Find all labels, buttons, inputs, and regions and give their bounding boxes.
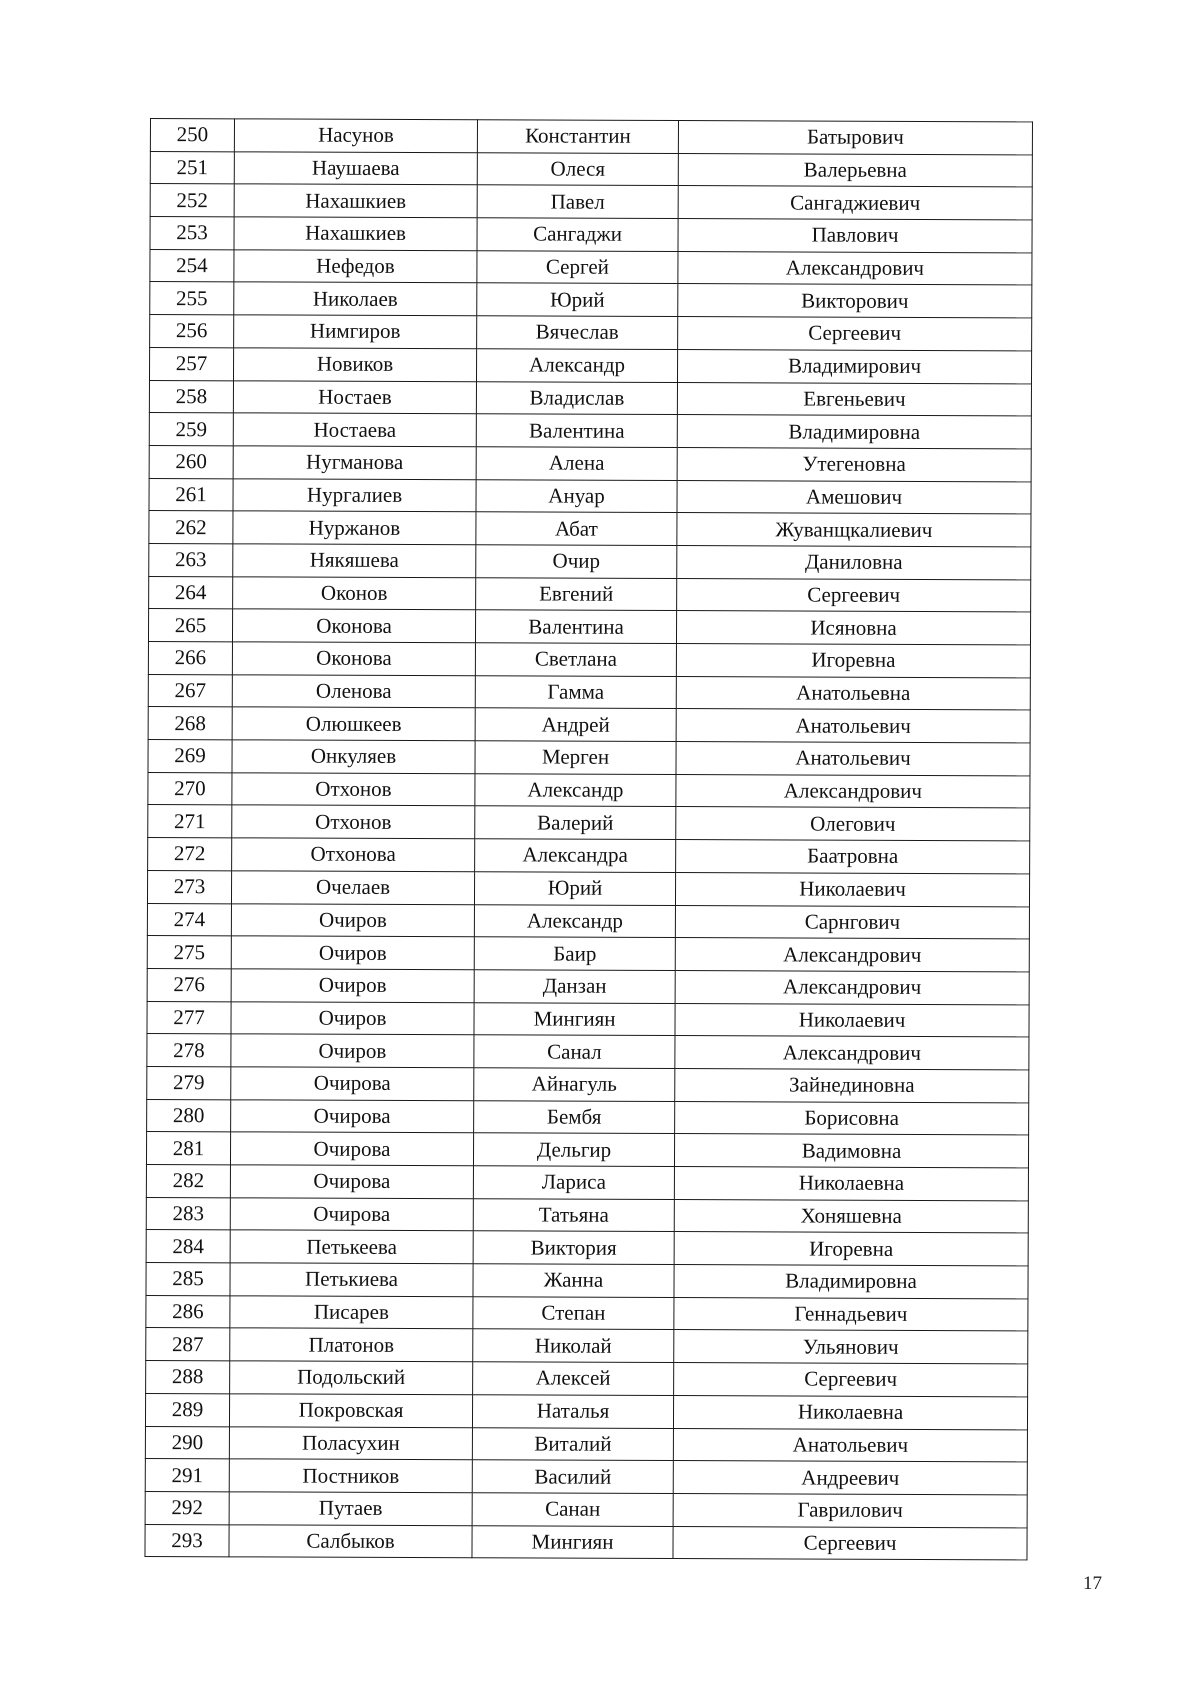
- first-name-cell: Ануар: [476, 479, 677, 512]
- last-name-cell: Насунов: [234, 119, 477, 153]
- row-number-cell: 286: [146, 1295, 230, 1328]
- first-name-cell: Жанна: [473, 1264, 674, 1297]
- first-name-cell: Александра: [475, 839, 676, 872]
- patronymic-cell: Амешович: [677, 480, 1031, 514]
- table-row: [147, 870, 1029, 906]
- table-row: [145, 1426, 1027, 1462]
- table-row: [149, 347, 1031, 383]
- row-number-cell: 257: [149, 347, 233, 380]
- table-row: [149, 511, 1031, 547]
- row-number-cell: 267: [148, 674, 232, 707]
- first-name-cell: Светлана: [475, 643, 676, 676]
- table-row: [146, 1328, 1028, 1364]
- first-name-cell: Юрий: [474, 872, 675, 905]
- first-name-cell: Лариса: [473, 1166, 674, 1199]
- last-name-cell: Нугманова: [233, 446, 476, 480]
- table-row: [150, 315, 1032, 351]
- row-number-cell: 253: [150, 217, 234, 250]
- last-name-cell: Очелаев: [231, 871, 474, 905]
- row-number-cell: 272: [148, 838, 232, 871]
- table-row: [148, 707, 1030, 743]
- row-number-cell: 252: [150, 184, 234, 217]
- last-name-cell: Петькиева: [230, 1263, 473, 1297]
- table-row: [147, 1066, 1029, 1102]
- patronymic-cell: Николаевна: [674, 1167, 1028, 1201]
- table-row: [150, 151, 1032, 187]
- first-name-cell: Александр: [476, 349, 677, 382]
- first-name-cell: Евгений: [476, 577, 677, 610]
- first-name-cell: Виталий: [472, 1427, 673, 1460]
- patronymic-cell: Жуванщкалиевич: [677, 513, 1031, 547]
- patronymic-cell: Викторович: [678, 284, 1032, 318]
- first-name-cell: Дельгир: [473, 1133, 674, 1166]
- patronymic-cell: Даниловна: [677, 545, 1031, 579]
- first-name-cell: Очир: [476, 545, 677, 578]
- names-table-body: [145, 119, 1033, 1561]
- table-row: [146, 1197, 1028, 1233]
- last-name-cell: Оленова: [232, 675, 475, 709]
- patronymic-cell: Сергеевич: [674, 1363, 1028, 1397]
- table-row: [150, 249, 1032, 285]
- table-row: [147, 936, 1029, 972]
- first-name-cell: Василий: [472, 1460, 673, 1493]
- first-name-cell: Андрей: [475, 708, 676, 741]
- row-number-cell: 281: [146, 1132, 230, 1165]
- row-number-cell: 288: [146, 1361, 230, 1394]
- last-name-cell: Поласухин: [229, 1426, 472, 1460]
- table-row: [147, 903, 1029, 939]
- row-number-cell: 265: [148, 609, 232, 642]
- row-number-cell: 264: [149, 576, 233, 609]
- row-number-cell: 270: [148, 772, 232, 805]
- table-row: [149, 413, 1031, 449]
- last-name-cell: Очирова: [230, 1198, 473, 1232]
- last-name-cell: Нахашкиев: [234, 184, 477, 218]
- table-row: [148, 674, 1030, 710]
- last-name-cell: Наушаева: [234, 152, 477, 186]
- row-number-cell: 256: [150, 315, 234, 348]
- patronymic-cell: Исяновна: [676, 611, 1030, 645]
- table-row: [146, 1132, 1028, 1168]
- table-row: [147, 968, 1029, 1004]
- table-row: [149, 576, 1031, 612]
- table-row: [149, 380, 1031, 416]
- last-name-cell: Очирова: [230, 1165, 473, 1199]
- table-row: [146, 1230, 1028, 1266]
- row-number-cell: 250: [150, 119, 234, 152]
- table-row: [146, 1295, 1028, 1331]
- first-name-cell: Мингиян: [472, 1525, 673, 1558]
- table-row: [146, 1263, 1028, 1299]
- table-row: [149, 445, 1031, 481]
- last-name-cell: Нургалиев: [233, 478, 476, 512]
- row-number-cell: 284: [146, 1230, 230, 1263]
- row-number-cell: 291: [145, 1459, 229, 1492]
- row-number-cell: 277: [147, 1001, 231, 1034]
- last-name-cell: Онкуляев: [232, 740, 475, 774]
- row-number-cell: 282: [146, 1164, 230, 1197]
- first-name-cell: Сангаджи: [477, 218, 678, 251]
- patronymic-cell: Анатольевич: [673, 1428, 1027, 1462]
- patronymic-cell: Зайнединовна: [675, 1068, 1029, 1102]
- table-row: [148, 772, 1030, 808]
- table-row: [145, 1393, 1027, 1429]
- last-name-cell: Очирова: [231, 1099, 474, 1133]
- table-row: [146, 1361, 1028, 1397]
- table-row: [149, 543, 1031, 579]
- patronymic-cell: Павлович: [678, 219, 1032, 253]
- patronymic-cell: Александрович: [675, 970, 1029, 1004]
- last-name-cell: Някяшева: [233, 544, 476, 578]
- row-number-cell: 273: [147, 870, 231, 903]
- first-name-cell: Мингиян: [474, 1002, 675, 1035]
- patronymic-cell: Игоревна: [674, 1232, 1028, 1266]
- first-name-cell: Алена: [476, 447, 677, 480]
- last-name-cell: Нимгиров: [234, 315, 477, 349]
- last-name-cell: Оконова: [232, 609, 475, 643]
- last-name-cell: Постников: [229, 1459, 472, 1493]
- patronymic-cell: Андреевич: [673, 1461, 1027, 1495]
- patronymic-cell: Александрович: [675, 938, 1029, 972]
- patronymic-cell: Владимировна: [674, 1265, 1028, 1299]
- table-row: [150, 119, 1032, 155]
- patronymic-cell: Геннадьевич: [674, 1297, 1028, 1331]
- row-number-cell: 290: [145, 1426, 229, 1459]
- row-number-cell: 268: [148, 707, 232, 740]
- table-row: [148, 838, 1030, 874]
- last-name-cell: Салбыков: [229, 1524, 472, 1558]
- row-number-cell: 274: [147, 903, 231, 936]
- row-number-cell: 263: [149, 543, 233, 576]
- last-name-cell: Очирова: [230, 1132, 473, 1166]
- row-number-cell: 279: [147, 1066, 231, 1099]
- row-number-cell: 269: [148, 740, 232, 773]
- first-name-cell: Николай: [473, 1329, 674, 1362]
- last-name-cell: Отхонова: [232, 838, 475, 872]
- first-name-cell: Наталья: [472, 1395, 673, 1428]
- row-number-cell: 254: [150, 249, 234, 282]
- last-name-cell: Петькеева: [230, 1230, 473, 1264]
- first-name-cell: Вячеслав: [477, 316, 678, 349]
- last-name-cell: Очирова: [231, 1067, 474, 1101]
- patronymic-cell: Игоревна: [676, 644, 1030, 678]
- first-name-cell: Валентина: [475, 610, 676, 643]
- patronymic-cell: Александрович: [678, 251, 1032, 285]
- patronymic-cell: Сарнгович: [675, 905, 1029, 939]
- patronymic-cell: Николаевич: [675, 1003, 1029, 1037]
- page-number: 17: [1083, 1573, 1102, 1594]
- first-name-cell: Степан: [473, 1296, 674, 1329]
- table-row: [148, 740, 1030, 776]
- first-name-cell: Данзан: [474, 970, 675, 1003]
- patronymic-cell: Сергеевич: [677, 578, 1031, 612]
- patronymic-cell: Утегеновна: [677, 447, 1031, 481]
- table-row: [146, 1164, 1028, 1200]
- patronymic-cell: Борисовна: [675, 1101, 1029, 1135]
- last-name-cell: Николаев: [234, 282, 477, 316]
- last-name-cell: Очиров: [231, 969, 474, 1003]
- last-name-cell: Покровская: [229, 1394, 472, 1428]
- first-name-cell: Сергей: [477, 251, 678, 284]
- row-number-cell: 289: [145, 1393, 229, 1426]
- last-name-cell: Нахашкиев: [234, 217, 477, 251]
- patronymic-cell: Сергеевич: [678, 317, 1032, 351]
- row-number-cell: 285: [146, 1263, 230, 1296]
- row-number-cell: 283: [146, 1197, 230, 1230]
- first-name-cell: Бембя: [474, 1100, 675, 1133]
- first-name-cell: Санал: [474, 1035, 675, 1068]
- table-row: [145, 1524, 1027, 1560]
- patronymic-cell: Олегович: [676, 807, 1030, 841]
- patronymic-cell: Николаевич: [675, 872, 1029, 906]
- row-number-cell: 293: [145, 1524, 229, 1557]
- first-name-cell: Александр: [474, 904, 675, 937]
- patronymic-cell: Сергеевич: [673, 1526, 1027, 1560]
- table-row: [148, 805, 1030, 841]
- first-name-cell: Константин: [477, 120, 678, 153]
- last-name-cell: Очиров: [231, 1034, 474, 1068]
- patronymic-cell: Батырович: [678, 121, 1032, 155]
- table-row: [147, 1001, 1029, 1037]
- last-name-cell: Нефедов: [234, 250, 477, 284]
- first-name-cell: Санан: [472, 1493, 673, 1526]
- first-name-cell: Виктория: [473, 1231, 674, 1264]
- row-number-cell: 251: [150, 151, 234, 184]
- table-row: [149, 478, 1031, 514]
- first-name-cell: Алексей: [473, 1362, 674, 1395]
- row-number-cell: 275: [147, 936, 231, 969]
- last-name-cell: Отхонов: [232, 773, 475, 807]
- table-row: [148, 609, 1030, 645]
- table-row: [147, 1034, 1029, 1070]
- patronymic-cell: Александрович: [675, 1036, 1029, 1070]
- last-name-cell: Ностаева: [233, 413, 476, 447]
- row-number-cell: 260: [149, 445, 233, 478]
- first-name-cell: Валентина: [476, 414, 677, 447]
- last-name-cell: Нуржанов: [233, 511, 476, 545]
- table-row: [150, 184, 1032, 220]
- first-name-cell: Мерген: [475, 741, 676, 774]
- last-name-cell: Очиров: [231, 1001, 474, 1035]
- last-name-cell: Отхонов: [232, 805, 475, 839]
- first-name-cell: Павел: [477, 185, 678, 218]
- row-number-cell: 262: [149, 511, 233, 544]
- first-name-cell: Баир: [474, 937, 675, 970]
- first-name-cell: Гамма: [475, 675, 676, 708]
- row-number-cell: 259: [149, 413, 233, 446]
- first-name-cell: Владислав: [476, 381, 677, 414]
- table-row: [147, 1099, 1029, 1135]
- row-number-cell: 266: [148, 641, 232, 674]
- first-name-cell: Александр: [475, 774, 676, 807]
- row-number-cell: 278: [147, 1034, 231, 1067]
- patronymic-cell: Владимирович: [677, 349, 1031, 383]
- table-row: [145, 1459, 1027, 1495]
- patronymic-cell: Анатольевич: [676, 709, 1030, 743]
- names-table: [144, 118, 1033, 1561]
- row-number-cell: 287: [146, 1328, 230, 1361]
- row-number-cell: 292: [145, 1491, 229, 1524]
- patronymic-cell: Баатровна: [676, 840, 1030, 874]
- patronymic-cell: Александрович: [676, 774, 1030, 808]
- last-name-cell: Новиков: [233, 348, 476, 382]
- patronymic-cell: Анатольевич: [676, 742, 1030, 776]
- first-name-cell: Абат: [476, 512, 677, 545]
- patronymic-cell: Гаврилович: [673, 1493, 1027, 1527]
- patronymic-cell: Сангаджиевич: [678, 186, 1032, 220]
- table-row: [148, 641, 1030, 677]
- row-number-cell: 271: [148, 805, 232, 838]
- row-number-cell: 280: [147, 1099, 231, 1132]
- patronymic-cell: Хоняшевна: [674, 1199, 1028, 1233]
- patronymic-cell: Евгеньевич: [677, 382, 1031, 416]
- patronymic-cell: Вадимовна: [674, 1134, 1028, 1168]
- last-name-cell: Оконов: [233, 576, 476, 610]
- last-name-cell: Очиров: [231, 903, 474, 937]
- first-name-cell: Татьяна: [473, 1198, 674, 1231]
- row-number-cell: 258: [149, 380, 233, 413]
- patronymic-cell: Владимировна: [677, 415, 1031, 449]
- table-row: [150, 282, 1032, 318]
- last-name-cell: Оконова: [232, 642, 475, 676]
- first-name-cell: Юрий: [477, 283, 678, 316]
- patronymic-cell: Ульянович: [674, 1330, 1028, 1364]
- table-row: [150, 217, 1032, 253]
- last-name-cell: Подольский: [230, 1361, 473, 1395]
- last-name-cell: Платонов: [230, 1328, 473, 1362]
- last-name-cell: Путаев: [229, 1492, 472, 1526]
- last-name-cell: Писарев: [230, 1296, 473, 1330]
- patronymic-cell: Николаевна: [673, 1395, 1027, 1429]
- patronymic-cell: Валерьевна: [678, 153, 1032, 187]
- first-name-cell: Олеся: [477, 152, 678, 185]
- first-name-cell: Валерий: [475, 806, 676, 839]
- row-number-cell: 261: [149, 478, 233, 511]
- last-name-cell: Очиров: [231, 936, 474, 970]
- patronymic-cell: Анатольевна: [676, 676, 1030, 710]
- table-row: [145, 1491, 1027, 1527]
- last-name-cell: Олюшкеев: [232, 707, 475, 741]
- first-name-cell: Айнагуль: [474, 1068, 675, 1101]
- last-name-cell: Ностаев: [233, 380, 476, 414]
- row-number-cell: 276: [147, 968, 231, 1001]
- row-number-cell: 255: [150, 282, 234, 315]
